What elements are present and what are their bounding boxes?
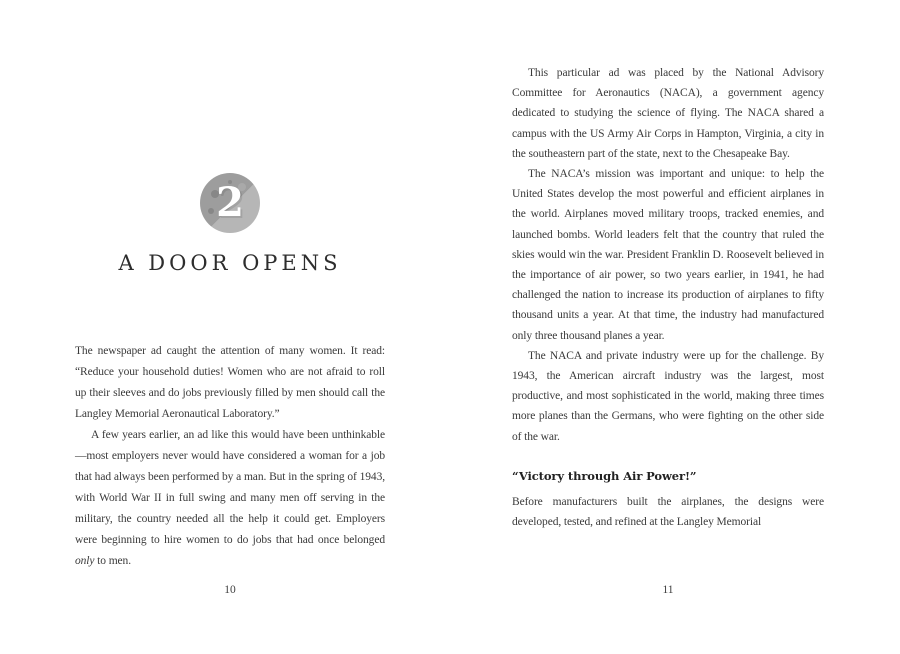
paragraph: Before manufacturers built the airplanes, the designs were developed, tested, and refined at the Langley Memorial (512, 496, 824, 529)
paragraph: The newspaper ad caught the attention of many women. It read: “Reduce your household duties! Women who are not afraid to roll up their sleeves and do jobs previously filled by men should call the Langley Memorial Aeronautical Laboratory.” (75, 345, 385, 420)
paragraph (75, 425, 385, 572)
chapter-title: A DOOR OPENS (118, 251, 342, 275)
paragraph-text: A few years earlier, an ad like this would have been unthinkable—most employers never would have considered a woman for a job that had always been performed by a man. But in the spring of 1943, with World War II in full swing and many men off serving in the military, the country needed all the help it could get. Employers were beginning to hire women to do jobs that had once belonged (75, 429, 385, 546)
page-left (75, 0, 385, 654)
page-number-right: 11 (662, 584, 674, 596)
paragraph: The NACA and private industry were up for the challenge. By 1943, the American aircraft industry was the largest, most productive, and most sophisticated in the world, making three times more planes than the Germans, who were fighting on the other side of the war. (512, 349, 824, 443)
page-right (512, 0, 824, 654)
chapter-moon-icon (200, 173, 260, 233)
paragraph-text: to men. (94, 555, 131, 567)
paragraph: The NACA’s mission was important and unique: to help the United States develop the most powerful and efficient airplanes in the world. Airplanes moved military troops, tracked enemies, and launched bombs. World leaders felt that the country that ruled the skies would win the war. President Franklin D. Roosevelt believed in the importance of air power, so two years earlier, in 1941, he had challenged the nation to increase its production of airplanes to fifty thousand units a year. At that time, the industry had manufactured only three thousand planes a year. (512, 168, 824, 342)
section-heading: “Victory through Air Power!” (512, 468, 697, 483)
page-number-left: 10 (224, 584, 236, 596)
chapter-number: 2 (216, 179, 244, 226)
left-body-text (75, 341, 385, 572)
right-body-text (512, 63, 824, 532)
italic-word: only (75, 555, 95, 567)
paragraph: This particular ad was placed by the National Advisory Committee for Aeronautics (NACA), a government agency dedicated to studying the science of flying. The NACA shared a campus with the US Army Air Corps in Hampton, Virginia, a city in the southeastern part of the state, next to the Chesapeake Bay. (512, 67, 824, 160)
